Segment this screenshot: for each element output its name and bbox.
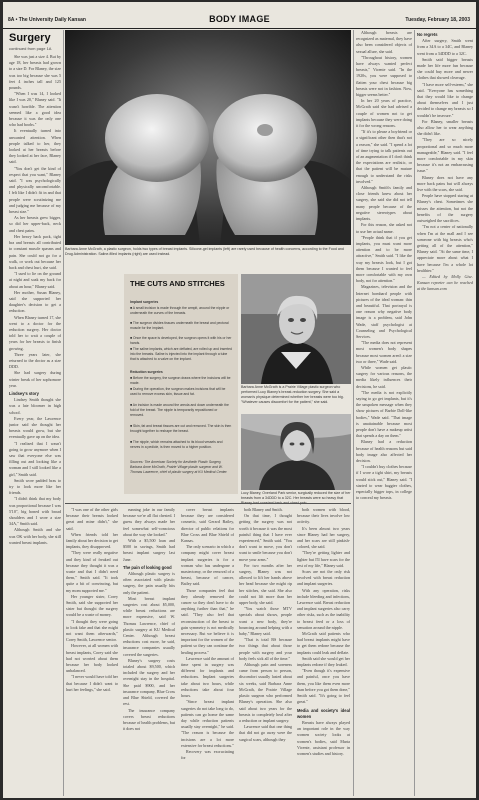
paragraph: On that time, I thought getting the surgery was not worth it because it was the most painful thing that I have ever experienced," Smith said. "You don't want to move, you don't want to smile because you don't move your arms." (239, 513, 292, 562)
paragraph: "Even though it's expensive and painful, once you have them, you like them even more than before you got them done," Smith said. "It's going to feel great." (297, 668, 350, 705)
paragraph: She was just a size 4. But by age 18, her breasts had grown to a size D. For Blaney, the size was too big because she was 5 feet 4 inches tall and 125 pounds. (9, 54, 61, 91)
paragraph: When Blaney turned 17, she went to a doctor for the reduction surgery. Her doctor told her to wait a couple of years for her breasts to finish growing. (9, 314, 61, 351)
paragraph: "I'm not a center of nationally when I'm at the mall and I see someone with big breasts who's getting all of the attention," Blaney said. "At the same time, I appreciate more about what I have because I'm a whole lot healthier." (417, 224, 473, 273)
page-date: Tuesday, February 18, 2003 (405, 17, 470, 23)
article-continued: continued from page 1A (9, 46, 52, 51)
paragraph: For this reason, she asked not to use her actual name. (356, 222, 412, 234)
photo-surgeon (241, 274, 351, 384)
column-divider (353, 30, 354, 796)
paragraph: The insurance company covers breast reductions because of health problems, but it does not (123, 707, 175, 732)
paragraph: running joke in our family because we're all flat chested. I guess they always made her feel somewhat self-conscious about the way she looked." (123, 507, 175, 537)
paragraph: cover breast implants because they are considered cosmetic, said Gerard Bailey, director of public relations for Blue Cross and Blue Shield of Kansas. (181, 507, 234, 544)
newspaper-page (3, 2, 476, 798)
paragraph: Most breast implant surgeries cost about $5,000, while breast reductions are more expensive, said W. Thomas Lawrence, chief of plastic surgery at KU Medical Center. Although breast reductions cost more, he said, insurance companies usually covered the surgeries. (123, 595, 175, 657)
caption-surgeon: Barbara Anne McGrath is a Prairie Village plastic surgeon who performed Lucy Blaney's breast-reduction surgery. She said a woman's physique determined whether her breasts were too big. "Whatever causes discomfort for the patient," she said. (241, 385, 344, 404)
sidebar-item: ■ Before the surgery, the surgeon draws where the incisions will be made. (130, 376, 231, 385)
paragraph: "I thought they were going to look fake and that she might not want them afterwards," Corey Smith, Lawrence senior. (66, 618, 118, 643)
sidebar-subhead-implants: Implant surgeries (130, 300, 159, 304)
column-2 (66, 507, 118, 794)
paragraph: Although plastic surgery is often associated with plastic surgery, the pain usually hits only the patient. (123, 571, 175, 595)
implants-image (65, 30, 351, 245)
paragraph: Lawrence said the amount of time spent in surgery was different for implants and reductions. Implant surgeries take about two hours, while reductions take about four hours. (181, 655, 234, 699)
paragraph: "They are so nicely proportional and so much more manageable," Blaney said. "I feel more comfortable in my skin because it's not an embarrassing issue." (417, 137, 473, 174)
paragraph: People have stopped staring at Blaney's chest. Sometimes she misses the attention, but not the benefits of the surgery outweighed the sacrifices. (417, 193, 473, 224)
sidebar-title: THE CUTS AND STITCHES (130, 279, 225, 288)
sidebar-item: ■ Once the space is developed, the surgeon opens it with his or her hands. (130, 336, 232, 345)
paragraph: "I couldn't buy clothes because if I wore a tight shirt, my breasts would stick out," Blaney said. "I started to wear baggier clothes, especially bigger tops, in college to conceal my breasts. (356, 464, 412, 501)
paragraph: "If it's to please a boyfriend or a significant other then that's not a reason," she said. "I spend a lot of time trying to talk patients out of an augmentation if I don't think the expectations are realistic, or that the patient will be mature enough to understand the risks involved." (356, 129, 412, 184)
sidebar-subhead-reduction: Reduction surgeries (130, 370, 163, 374)
paragraph: "They're getting lighter and lighter but I'll have scars for the rest of my life," Blaney said. (297, 550, 350, 568)
paragraph: Lawrence said that one thing that did not go away were the surgical scars, although they (239, 724, 292, 742)
section-title: BODY IMAGE (209, 14, 270, 24)
paragraph: Those companies feel that they already removed the cancer so they don't have to do anything further than that," he said. "They also feel that reconstruction of the breast to gain symmetry is not medically necessary. But we believe it is important for the women of the patient so they can continue the healing process." (181, 587, 234, 655)
column-divider (414, 30, 415, 796)
subhead-lindsey: Lindsey's story (9, 390, 39, 396)
paragraph: Scars are not the only risk involved with breast reduction and implant surgeries. (297, 569, 350, 587)
paragraph: "That is total BS because two things that about those people with surgery and your body feels sick all of the time." (239, 637, 292, 661)
column-4 (181, 507, 234, 794)
paragraph: both women with blood, because their lives involve low activity. (297, 507, 350, 525)
paragraph: Blaney does not have any more back pains but will always live with the scars, she said. (417, 174, 473, 193)
paragraph: Lindsey Smith thought she was a late bloomer in high school. (9, 397, 61, 415)
paragraph: "The media does not represent most women's body shapes because most women aren't a size two or three," Wade said. (356, 340, 412, 364)
sidebar-item: ■ During the operation, the surgeon makes incisions that will be used to remove excess skin, tissue and fat. (130, 387, 226, 396)
paragraph: Recovery was excruciating for (181, 748, 234, 761)
paragraph: Magazines, television and the Internet bombard people with pictures of the ideal woman: thin and beautiful. That portrayal is one reason why negative body image is a problem, said John Wade, staff psychologist at Counseling and Psychological Services. (356, 284, 412, 339)
paragraph: "The media is not explicitly saying to go get implants, but it's the unspoken message when they show pictures of Barbie Doll-like bodies," Wade said. "That image is unattainable because most people don't have a makeup artist that spends a day on them." (356, 389, 412, 439)
page-header (3, 16, 476, 29)
caption-lucy-blaney: Lucy Blaney, Overland Park senior, surgically reduced the size of her breasts from a 34DDD to a 32C. Her breasts were so heavy that (241, 491, 351, 500)
paragraph: In her 20 years of practice, McGrath said she had advised a couple of women not to get implants because they were doing it for the wrong reasons. (356, 98, 412, 129)
paragraph: Although Smith's family and close friends knew about her surgery, she said she did not tell many people because of the negative stereotypes about implants. (356, 185, 412, 222)
paragraph: However, at all women with breast implants, Corey said she had not worried about them because her body looked unbalanced. (66, 643, 118, 674)
paragraph: "I didn't think that my body was proportional because I was 5'10", big boned with broad shoulders and I wore a size 34A," Smith said. (9, 496, 61, 527)
paragraph: Breasts have always played an important role in the way women society looks at women's bodies, said Marta Vicente, assistant professor in women's studies and history. (297, 719, 350, 756)
editor-credit: — Edited by Molly Gise. Kansan reporter can be reached at the kansan.com (417, 273, 473, 292)
paragraph: "I have more self-esteem," she said. "Everyone has something that they would like to change about themselves and I just decided to change my breasts so I wouldn't be insecure." (417, 81, 473, 118)
column-7 (356, 30, 412, 794)
paragraph: "People think that if you get implants, you must want more attention and to be more attractive," Smith said. "I like the way my breasts look, but I got them because I wanted to feel more comfortable with my own body, not for attention." (356, 234, 412, 284)
paragraph: Although breasts are recognized as maternal, they have also been considered objects of sexual allure, she said. (356, 30, 412, 54)
surgeon-image (241, 274, 351, 384)
paragraph: With any operation, risks include bleeding and infections, Lawrence said. Breast reduction and implant surgeries also carry other risks, such as the inability to breast feed or a loss of sensation around the nipple. (297, 587, 350, 630)
paragraph: Her younger sister, Corey Smith, said she supported her sister but thought the surgery would be a waste of money. (66, 593, 118, 618)
paragraph: Smith wore padded bras to try to look more like her friends. (9, 477, 61, 496)
paragraph: "When I was 14, I looked like I was 20," Blaney said. "It wasn't horrible. The attention seemed like a good idea because it was the only one who had boobs." (9, 91, 61, 128)
column-1 (9, 54, 61, 794)
paragraph: Smith said she would get her implants redone if they leaked. (297, 655, 350, 668)
paragraph: After surgery, Smith went from a 34A to a 34C, and Blaney went from a 34DDD to a 32C. (417, 38, 473, 56)
paragraph: "They were really negative and they kind of freaked out because they thought it was a waste and that I didn't need them," Smith said. "It took quite a bit of convincing, but my mom supported me." (66, 550, 118, 593)
subhead-regrets: No regrets (417, 32, 438, 37)
sidebar-item: ■ An incision is made around the areola and down underneath the fold of the breast. The nipple is temporarily repositioned or removed. (130, 403, 229, 417)
paragraph: Every year, the Lawrence junior said she thought her breasts would grow, but she eventually gave up on the idea. (9, 415, 61, 440)
column-8 (417, 30, 473, 794)
paragraph: "You watch those MTV specials about shows, people want a new body, they're bouncing around helping with a baby," Blaney said. (239, 606, 292, 637)
column-6 (297, 507, 350, 794)
column-3 (123, 507, 175, 794)
caption-implants: Barbara Anne McGrath, a plastic surgeon, holds two types of breast implants. Silicone-gel implants (left) are rarely used because of health concerns, according to the Food and Drug Administration. Saline-filled implants (right) are used instead. (65, 247, 344, 256)
paragraph: "I was one of the other girls because their breasts looked great and mine didn't," she said. (66, 507, 118, 531)
paragraph: For Blaney, smaller breasts also allow her to wear anything she didn't like. (417, 118, 473, 137)
column-5 (239, 507, 292, 794)
paragraph: "Since breast implant surgeries do not take long to do, patients can go home the same day while reduction patients usually stay overnight," he said. "The reason is because the incisions are a lot more extensive for breast reductions." (181, 699, 234, 748)
sidebar-item: ■ A small incision is made through the armpit, around the nipple or underneath the curves of the breasts. (130, 306, 230, 315)
paragraph: While women get plastic surgery for various reasons, the media likely influences their decisions, he said. (356, 364, 412, 389)
paragraph: "You don't get the kind of respect that you want," Blaney said. "I was psychologically and physically uncomfortable. I felt like I didn't fit in and that people were scrutinizing me and judging me because of my breast size." (9, 165, 61, 215)
article-headline: Surgery (9, 32, 51, 44)
sidebar-source: Sources: The American Society for Aesthetic Plastic Surgery, Barbara Anne McGrath, Prairie Village plastic surgeon and W. Thomas Lawrence, chief of plastic surgery at KU Medical Center. (130, 460, 228, 474)
page-number: 8A • The University Daily Kansan (8, 17, 86, 23)
sidebar-item: ■ The surgeon divides tissues underneath the breast and pectoral muscle for the implant. (130, 321, 229, 330)
subhead-media: Media and society's ideal women (297, 707, 350, 719)
paragraph: As her breasts grew bigger, so did her upper-back, neck and chest pains. (9, 215, 61, 233)
paragraph: McGrath said patients who had breast implants might have to get them redone because the implants could leak and deflate. (297, 631, 350, 655)
sidebar-item: ■ Skin, fat and breast tissues are cut and removed. The skin is then brought together to reshape the breast. (130, 424, 232, 433)
section-divider (65, 503, 351, 504)
paragraph: It eventually turned into unwanted attention. When people talked to her, they looked at her breasts before they looked at her face, Blaney said. (9, 128, 61, 165)
paragraph: Three years later, she returned to the doctor as a size DDD. (9, 351, 61, 370)
paragraph: Smith said bigger breasts made her life more fun because she could buy more and newer clothes that showed cleavage. (417, 56, 473, 81)
paragraph: Her mother, Susan Blaney, said she supported her daughter's decision to get a reduction. (9, 289, 61, 314)
photo-implants (65, 30, 351, 245)
paragraph: For two months after her surgery, Blaney was not allowed to lift her hands above her head because she might rip her stitches, she said. She also could not lift more than her upper body, she said. (239, 562, 292, 606)
paragraph: She had surgery during winter break of her sophomore year. (9, 370, 61, 388)
paragraph: Although Smith and she was OK with her body, she still wanted breast implants. (9, 527, 61, 545)
paragraph: both Blaney and Smith. (244, 507, 283, 512)
paragraph: It's been almost two years since Blaney had her surgery, and her scars are still pinkish-colored, she said. (297, 525, 350, 550)
paragraph: Although pain and soreness came from person to person, discomfort usually lasted about six weeks, said Barbara Anne McGrath, the Prairie Village plastic surgeon who performed Blaney's operation. She also said about two years for the breasts to completely heal after a reduction or implant surgery. (239, 662, 292, 723)
sidebar-item: ■ The nipple, which remains attached to its blood vessels and nerves in a pedicle, is then moved to a higher position. (130, 440, 223, 449)
lucy-blaney-image (241, 414, 351, 490)
paragraph: With a $5,500 loan and $500 in savings, Smith had breast implant surgery last June. (123, 538, 175, 562)
paragraph: "I realized that I wasn't going to grow anymore when I saw that everyone else was filling out and looking like a woman and I still looked like a girl," Smith said. (9, 440, 61, 477)
column-divider (63, 30, 64, 796)
paragraph: "Throughout history, women have always wanted perfect breasts," Vicente said. "In the 1920s, you were supposed to flatten your chest because big breasts were not in fashion. Now, bigger seems better." (356, 54, 412, 98)
sidebar-cuts-stitches (124, 274, 238, 494)
paragraph: Blaney had a reduction because of health reasons but said body image also affected her decision. (356, 439, 412, 464)
paragraph: "I never would have told her that because I didn't want to hurt her feelings," she said. (66, 674, 118, 692)
sidebar-item: ■ The saline implants, which are deflated, are rolled up and inserted into the breasts. Saline is injected into the implant through a tube that is attached to a valve on the implant. (130, 347, 232, 361)
subhead-pain: The pain of looking good (123, 564, 172, 570)
paragraph: "I used to lie on the ground at night and soak my back for about an hour," Blaney said. (9, 271, 61, 289)
paragraph: When friends told her family about her decision to get implants, they disapproved. (66, 531, 118, 550)
paragraph: Her heavy back pack, tight bra and breasts all contributed to constant muscle spasms and pain. She could not go for a walk, or work out because her back and chest hurt, she said. (9, 233, 61, 270)
paragraph: Blaney's surgery costs totaled about $9,500, which included the surgery and her overnight stay in the hospital. She paid $900, and her insurance company, Blue Cross and Blue Shield, covered the rest. (123, 657, 175, 707)
paragraph: The only scenario in which a company might cover breast implant surgeries is for a woman who has undergone a mastectomy, or the removal of a breast, because of cancer, Bailey said. (181, 544, 234, 587)
photo-lucy-blaney (241, 414, 351, 490)
